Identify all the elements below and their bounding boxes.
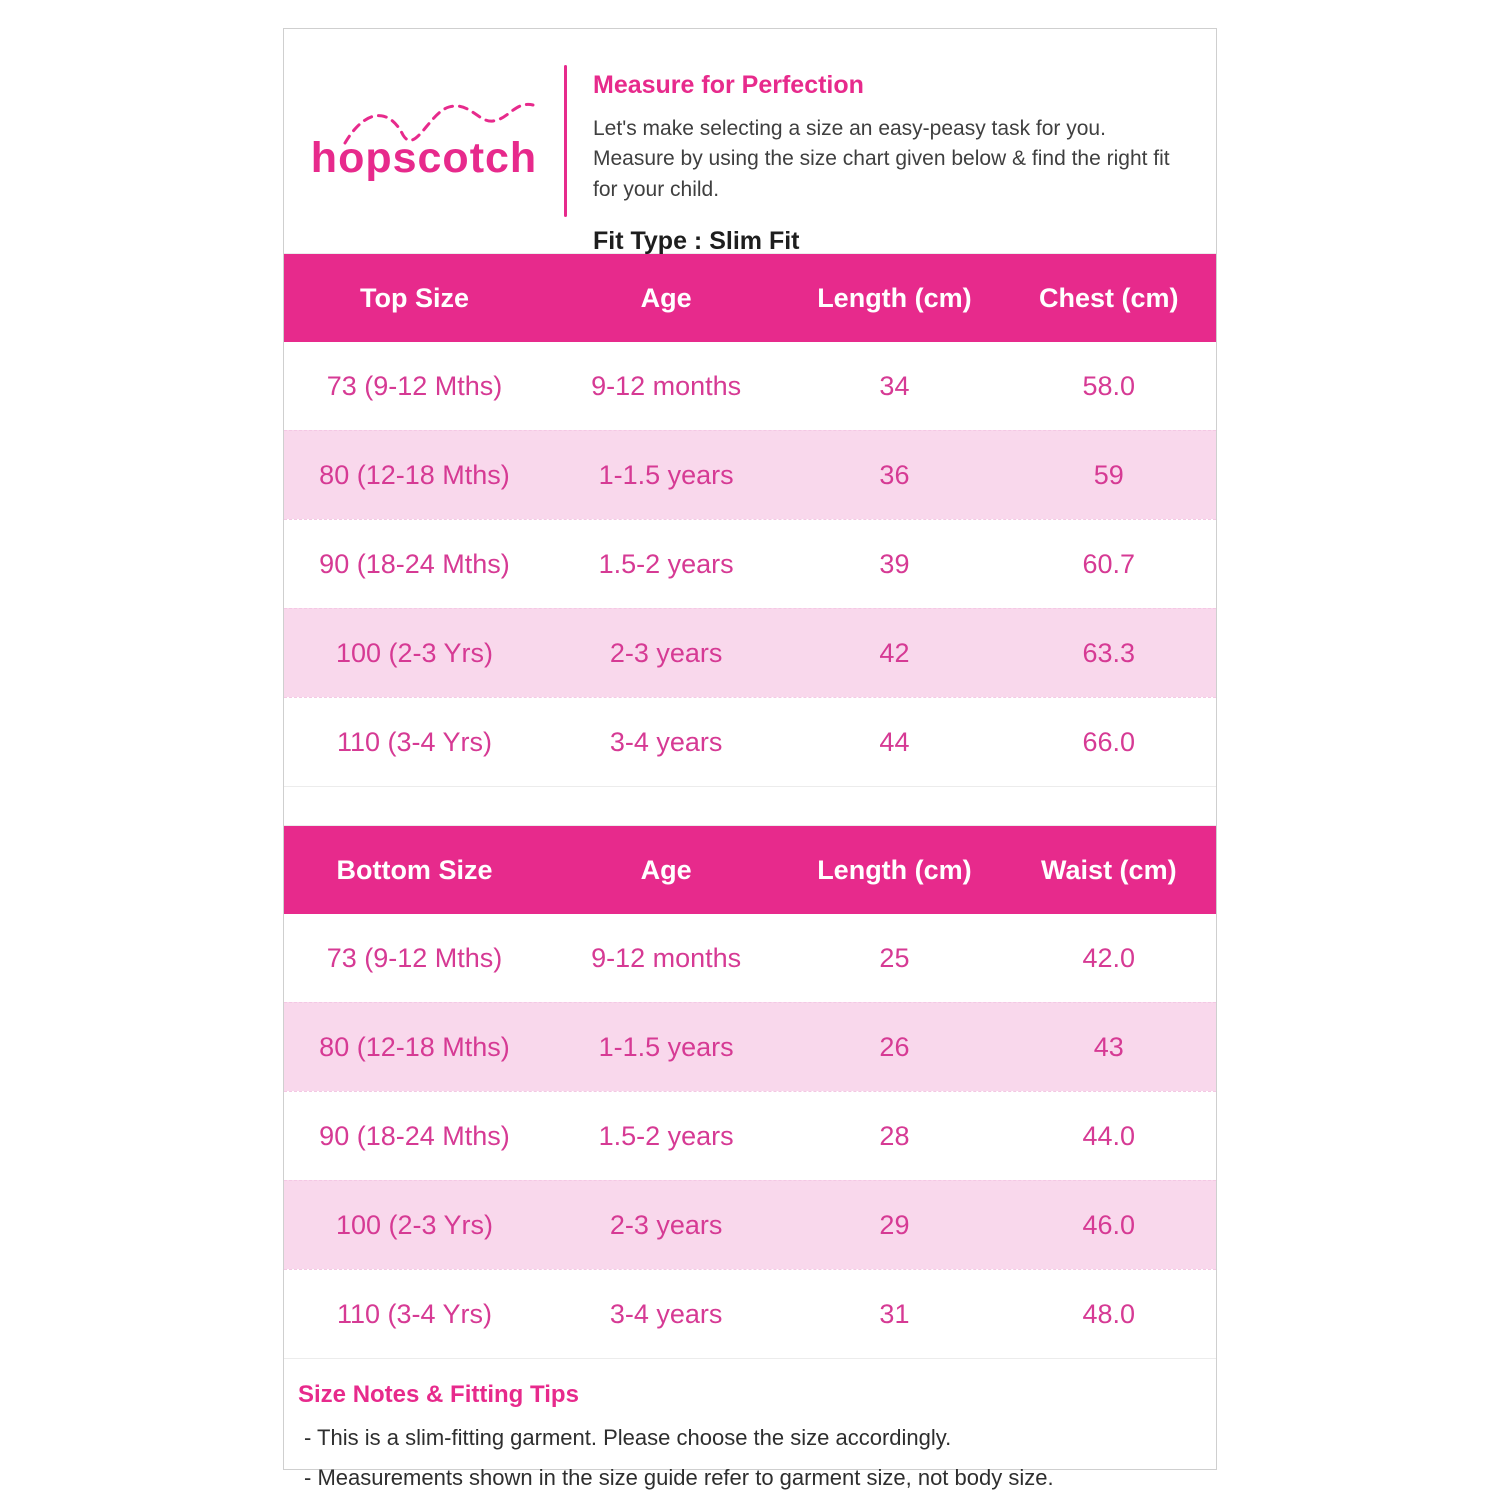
column-header-waist: Waist (cm) <box>1041 854 1177 885</box>
table-row <box>284 697 1216 786</box>
table-cell: 66.0 <box>1082 726 1136 757</box>
table-row <box>284 608 1216 697</box>
table-cell: 2-3 years <box>609 1209 723 1240</box>
section-title: Measure for Perfection <box>593 71 864 99</box>
table-cell: 39 <box>879 548 910 579</box>
table-cell: 36 <box>879 459 910 490</box>
table-cell: 110 (3-4 Yrs) <box>336 1298 493 1329</box>
table-row <box>284 1002 1216 1091</box>
column-header-length: Length (cm) <box>817 282 972 313</box>
table-cell: 80 (12-18 Mths) <box>319 1031 510 1062</box>
table-cell: 9-12 months <box>591 370 742 401</box>
column-header-age: Age <box>640 854 692 885</box>
table-cell: 3-4 years <box>609 1298 723 1329</box>
table-row <box>284 342 1216 430</box>
table-cell: 28 <box>879 1120 910 1151</box>
notes-title: Size Notes & Fitting Tips <box>298 1381 579 1408</box>
table-cell: 44 <box>879 726 910 757</box>
table-cell: 26 <box>879 1031 910 1062</box>
table-cell: 9-12 months <box>591 942 742 973</box>
note-item: - This is a slim-fitting garment. Please choose the size accordingly. <box>304 1425 952 1450</box>
table-cell: 58.0 <box>1082 370 1136 401</box>
table-cell: 110 (3-4 Yrs) <box>336 726 493 757</box>
bottom-size-table <box>284 825 1216 1359</box>
table-row <box>284 1180 1216 1269</box>
top-size-table <box>284 253 1216 787</box>
section-description: Let's make selecting a size an easy-peasy task for you. Measure by using the size chart given below & find the right fit for your child. <box>593 117 1170 201</box>
table-cell: 43 <box>1093 1031 1124 1062</box>
table-cell: 60.7 <box>1082 548 1136 579</box>
table-cell: 42.0 <box>1082 942 1136 973</box>
fit-type-label: Fit Type : Slim Fit <box>593 227 800 256</box>
table-cell: 1.5-2 years <box>598 548 734 579</box>
bottom-size-table-header <box>284 826 1216 914</box>
brand-logo <box>284 29 564 253</box>
table-row <box>284 519 1216 608</box>
top-size-table-header <box>284 254 1216 342</box>
size-chart-card <box>283 28 1217 1490</box>
table-cell: 90 (18-24 Mths) <box>319 548 510 579</box>
column-header-top-size: Top Size <box>359 282 469 313</box>
table-cell: 29 <box>879 1209 910 1240</box>
table-cell: 73 (9-12 Mths) <box>326 942 503 973</box>
table-row <box>284 1091 1216 1180</box>
table-cell: 48.0 <box>1082 1298 1136 1329</box>
table-cell: 59 <box>1093 459 1124 490</box>
table-cell: 25 <box>879 942 910 973</box>
table-cell: 31 <box>879 1298 910 1329</box>
table-row <box>284 430 1216 519</box>
table-cell: 90 (18-24 Mths) <box>319 1120 510 1151</box>
table-cell: 1.5-2 years <box>598 1120 734 1151</box>
header-copy <box>567 29 1216 256</box>
table-cell: 73 (9-12 Mths) <box>326 370 503 401</box>
table-row <box>284 914 1216 1002</box>
column-header-bottom-size: Bottom Size <box>336 854 493 885</box>
table-cell: 34 <box>879 370 910 401</box>
size-notes-section <box>284 1359 1216 1491</box>
table-cell: 63.3 <box>1082 637 1136 668</box>
table-cell: 2-3 years <box>609 637 723 668</box>
table-cell: 44.0 <box>1082 1120 1136 1151</box>
table-cell: 46.0 <box>1082 1209 1136 1240</box>
stitch-thread-icon <box>337 95 547 147</box>
column-header-length: Length (cm) <box>817 854 972 885</box>
table-row <box>284 1269 1216 1358</box>
table-cell: 1-1.5 years <box>598 459 734 490</box>
brand-logo-text: hopscotch <box>310 133 538 182</box>
table-cell: 1-1.5 years <box>598 1031 734 1062</box>
table-gap <box>284 787 1216 825</box>
table-cell: 100 (2-3 Yrs) <box>335 1209 494 1240</box>
brand-header <box>284 29 1216 256</box>
note-item: - Measurements shown in the size guide refer to garment size, not body size. <box>304 1465 1054 1490</box>
table-cell: 100 (2-3 Yrs) <box>335 637 494 668</box>
column-header-chest: Chest (cm) <box>1039 282 1179 313</box>
table-cell: 3-4 years <box>609 726 723 757</box>
table-cell: 42 <box>879 637 910 668</box>
table-cell: 80 (12-18 Mths) <box>319 459 510 490</box>
column-header-age: Age <box>640 282 692 313</box>
